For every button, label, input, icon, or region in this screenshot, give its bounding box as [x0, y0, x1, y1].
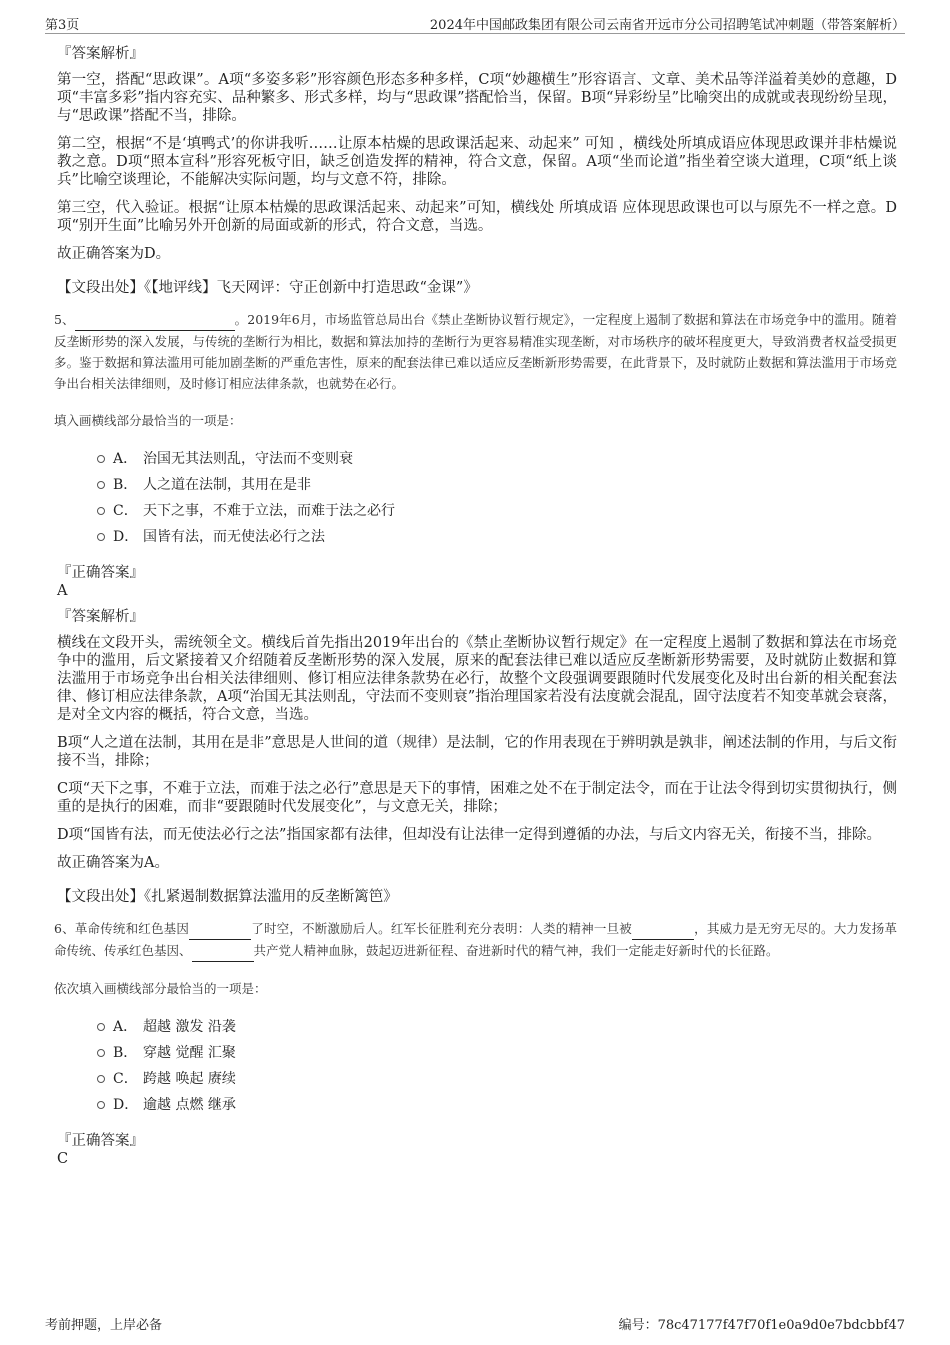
option-text: 超越 激发 沿袭 [143, 1019, 236, 1035]
document-id: 编号：78c47177f47f70f1e0a9d0e7bdcbbf47 [618, 1318, 905, 1333]
q4-conclusion: 故正确答案为D。 [57, 246, 171, 262]
q6-question [54, 918, 897, 962]
q4-analysis-heading: 『答案解析』 [57, 46, 144, 62]
option-letter: C． [113, 503, 138, 519]
q5-analysis-paragraph: C项“天下之事，不难于立法，而难于法之必行”意思是天下的事情，困难之处不在于制定法令，而在于让法令得到切实贯彻执行，侧重的是执行的困难，而非“要跟随时代发展变化”，与文意无关，排除； [57, 781, 897, 815]
q6-correct-heading: 『正确答案』 [57, 1133, 144, 1149]
q6-number: 6、 [54, 921, 75, 936]
option-text: 人之道在法制，其用在是非 [143, 477, 311, 493]
q5-source: 【文段出处】《扎紧遏制数据算法滥用的反垄断篱笆》 [57, 889, 398, 905]
option-letter: B． [113, 477, 138, 493]
q5-analysis-paragraph: D项“国皆有法，而无使法必行之法”指国家都有法律，但却没有让法律一定得到遵循的办法，与后文内容无关，衔接不当，排除。 [57, 827, 881, 843]
q6-text: 共产党人精神血脉，鼓起迈进新征程、奋进新时代的精气神，我们一定能走好新时代的长征路。 [253, 943, 779, 958]
q6-option-c[interactable] [97, 1070, 897, 1096]
q6-blank-1 [189, 918, 251, 940]
option-letter: A． [113, 1019, 138, 1035]
radio-icon[interactable] [97, 481, 105, 489]
q5-analysis-paragraph: B项“人之道在法制，其用在是非”意思是人世间的道（规律）是法制，它的作用表现在于辨明孰是孰非，阐述法制的作用，与后文衔接不当，排除； [57, 735, 897, 769]
q5-analysis-paragraph: 横线在文段开头，需统领全文。横线后首先指出2019年出台的《禁止垄断协议暂行规定》在一定程度上遏制了数据和算法在市场竞争中的滥用，后文紧接着又介绍随着反垄断形势的深入发展，原来的配套法律已难以适应反垄断新形势需要，及时就防止数据和算法滥用于市场竞争出台相关法律细则、修订相应法律条款势在必行，故整个文段强调要跟随时代发展变化及时出台新的相关配套法律、修订相应法律条款，A项“治国无其法则乱，守法而不变则衰”指治理国家若没有法度就会混乱，固守法度若不知变革就会衰落，是对全文内容的概括，符合文意，当选。 [57, 635, 897, 723]
document-title: 2024年中国邮政集团有限公司云南省开远市分公司招聘笔试冲刺题（带答案解析） [429, 18, 905, 33]
option-text: 跨越 唤起 赓续 [143, 1071, 236, 1087]
q5-number: 5、 [54, 312, 75, 327]
option-text: 穿越 觉醒 汇聚 [143, 1045, 236, 1061]
option-letter: B． [113, 1045, 138, 1061]
q5-blank [75, 309, 235, 331]
q4-analysis-paragraph: 第一空，搭配“思政课”。A项“多姿多彩”形容颜色形态多种多样，C项“妙趣横生”形容语言、文章、美术品等洋溢着美妙的意趣，D项“丰富多彩”指内容充实、品种繁多、形式多样，均与“思政课”搭配恰当，保留。B项“异彩纷呈”比喻突出的成就或表现纷纷呈现，与“思政课”搭配不当，排除。 [57, 72, 897, 124]
q6-text: ，其威力是无穷无尽的。大力发扬革命传统、传承红色基因、 [54, 921, 897, 958]
q6-correct-answer: C [57, 1151, 69, 1167]
q6-option-b[interactable] [97, 1044, 897, 1070]
radio-icon[interactable] [97, 533, 105, 541]
q4-analysis-paragraph: 第二空，根据“不是‘填鸭式’的你讲我听……让原本枯燥的思政课活起来、动起来” 可知 ，横线处所填成语应体现思政课并非枯燥说教之意。D项“照本宣科”形容死板守旧，缺乏创造发挥的精神，符合文意，保留。A项“坐而论道”指坐着空谈大道理，C项“纸上谈兵”比喻空谈理论，不能解决实际问题，均与文意不符，排除。 [57, 136, 897, 188]
q4-source: 【文段出处】《【地评线】飞天网评：守正创新中打造思政“金课”》 [57, 280, 478, 296]
radio-icon[interactable] [97, 1101, 105, 1109]
q6-blank-2 [632, 918, 694, 940]
radio-icon[interactable] [97, 1075, 105, 1083]
q5-correct-heading: 『正确答案』 [57, 565, 144, 581]
q6-instruction: 依次填入画横线部分最恰当的一项是： [54, 981, 267, 996]
q5-question [54, 309, 897, 394]
option-letter: A． [113, 451, 138, 467]
q5-options [97, 450, 897, 554]
page-header [45, 13, 905, 34]
radio-icon[interactable] [97, 455, 105, 463]
option-letter: C． [113, 1071, 138, 1087]
option-text: 国皆有法，而无使法必行之法 [143, 529, 325, 545]
q5-option-d[interactable] [97, 528, 897, 554]
option-letter: D． [113, 529, 139, 545]
q5-conclusion: 故正确答案为A。 [57, 855, 169, 871]
footer-slogan: 考前押题，上岸必备 [45, 1318, 163, 1333]
option-text: 治国无其法则乱，守法而不变则衰 [143, 451, 353, 467]
q6-text: 了时空，不断激励后人。红军长征胜利充分表明：人类的精神一旦被 [251, 921, 632, 936]
q6-blank-3 [192, 940, 254, 962]
page-content [54, 45, 897, 1176]
option-text: 逾越 点燃 继承 [143, 1097, 236, 1113]
q5-option-a[interactable] [97, 450, 897, 476]
q5-option-c[interactable] [97, 502, 897, 528]
option-letter: D． [113, 1097, 139, 1113]
radio-icon[interactable] [97, 1023, 105, 1031]
radio-icon[interactable] [97, 1049, 105, 1057]
option-text: 天下之事，不难于立法，而难于法之必行 [143, 503, 395, 519]
q6-option-a[interactable] [97, 1018, 897, 1044]
q6-option-d[interactable] [97, 1096, 897, 1122]
q5-option-b[interactable] [97, 476, 897, 502]
q5-text: 。2019年6月，市场监管总局出台《禁止垄断协议暂行规定》，一定程度上遏制了数据和算法在市场竞争中的滥用。随着反垄断形势的深入发展，与传统的垄断行为相比，数据和算法加持的垄断行为更容易精准实现垄断，对市场秩序的破坏程度更大，导致消费者权益受损更多。鉴于数据和算法滥用可能加剧垄断的严重危害性，原来的配套法律已难以适应反垄断新形势需要，在此背景下，及时就防止数据和算法滥用于市场竞争出台相关法律细则，及时修订相应法律条款，也就势在必行。 [54, 312, 897, 391]
q6-text: 革命传统和红色基因 [74, 921, 190, 936]
q5-correct-answer: A [57, 583, 68, 599]
radio-icon[interactable] [97, 507, 105, 515]
q5-instruction: 填入画横线部分最恰当的一项是： [54, 413, 242, 428]
q4-analysis-paragraph: 第三空，代入验证。根据“让原本枯燥的思政课活起来、动起来”可知，横线处 所填成语 应体现思政课也可以与原先不一样之意。D项“别开生面”比喻另外开创新的局面或新的形式，符合文意，当选。 [57, 200, 897, 234]
page-number: 第3页 [45, 18, 80, 33]
q5-analysis-heading: 『答案解析』 [57, 609, 144, 625]
q6-options [97, 1018, 897, 1122]
